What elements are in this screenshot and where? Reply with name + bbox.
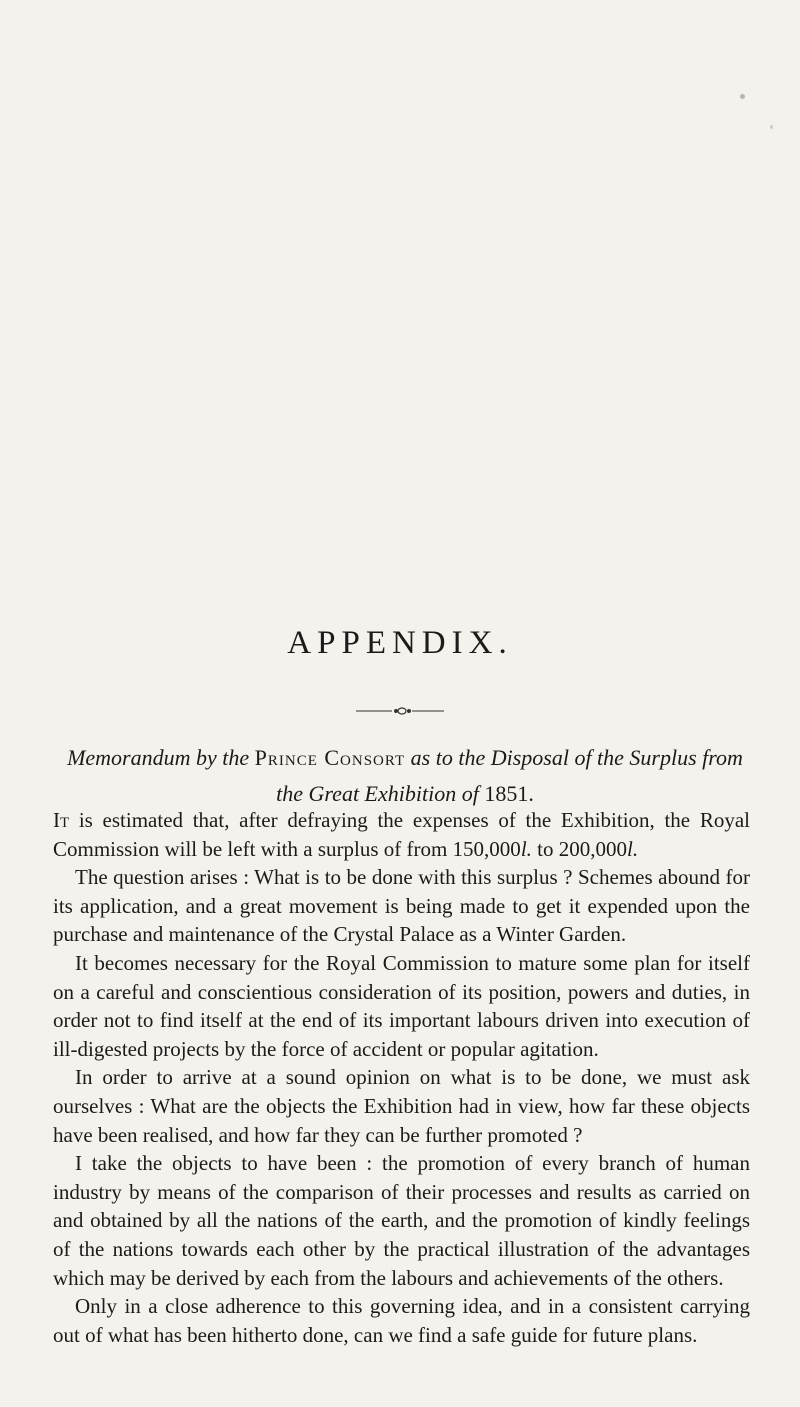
paragraph: Only in a close adherence to this governing idea, and in a consistent carrying out of what has been hitherto done, can we find a safe guide for future plans. [53, 1294, 750, 1347]
paragraph [53, 806, 750, 863]
memorandum-body [53, 806, 750, 1349]
appendix-heading: APPENDIX. [287, 625, 513, 661]
title-author: Prince Consort [254, 745, 406, 770]
paper-speck [770, 125, 773, 129]
paragraph: I take the objects to have been : the promotion of every branch of human industry by means of the comparison of their processes and results as carried on and obtained by all the nations of the earth, and the promotion of kindly feelings of the nations towards each other by the practical illustration of the advantages which may be derived by each from the labours and achievements of the others. [53, 1151, 750, 1290]
paragraph-text: is estimated that, after defraying the expenses of the Exhibition, the Royal Commission will be left with a surplus of from 150,000 [53, 808, 750, 861]
memorandum-title [60, 740, 750, 812]
paragraph: The question arises : What is to be done with this surplus ? Schemes abound for its application, and a great movement is being made to get it expended upon the purchase and maintenance of the Crystal Palace as a Winter Garden. [53, 865, 750, 947]
currency-unit: l. [627, 836, 639, 861]
title-part: as to the Disposal of the Surplus from the Great Exhibition of [276, 745, 743, 806]
currency-unit: l. [520, 836, 532, 861]
paragraph-text: to 200,000 [531, 836, 627, 861]
ornament-divider [356, 705, 444, 717]
paragraph: It becomes necessary for the Royal Commission to mature some plan for itself on a careful and conscientious consideration of its position, powers and duties, in order not to find itself at the end of its important labours driven into execution of ill-digested projects by the force of accident or popular agitation. [53, 950, 750, 1061]
lead-word: It [53, 808, 70, 832]
title-year: 1851. [484, 781, 534, 806]
paper-speck [740, 94, 745, 99]
title-part: Memorandum by the [67, 745, 255, 770]
paragraph: In order to arrive at a sound opinion on what is to be done, we must ask ourselves : What are the objects the Exhibition had in view, how far these objects have been realised, and how far they can be further promoted ? [53, 1065, 750, 1147]
